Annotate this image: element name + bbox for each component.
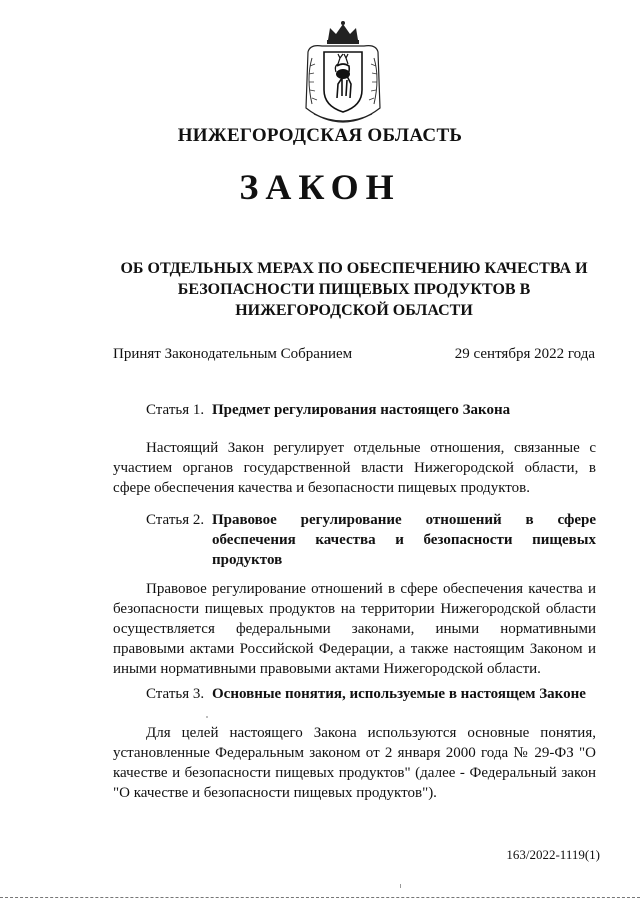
adoption-date: 29 сентября 2022 года (454, 346, 595, 362)
article-3-number: Статья 3. (146, 686, 205, 702)
article-3-heading (146, 684, 596, 704)
article-1-body: Настоящий Закон регулирует отдельные отношения, связанные с участием органов государственной власти Нижегородской области, в сфере обеспечения качества и безопасности пищевых продуктов. (113, 440, 596, 496)
article-2-number: Статья 2. (146, 512, 205, 528)
article-3-body: Для целей настоящего Закона используются основные понятия, установленные Федеральным законом от 2 января 2000 года № 29-ФЗ "О качестве и безопасности пищевых продуктов" (далее - Федеральный закон "О качестве и безопасности пищевых продуктов"). (113, 725, 596, 801)
adoption-text: Принят Законодательным Собранием (113, 346, 353, 362)
article-2-title: Правовое регулирование отношений в сфере обеспечения качества и безопасности пищевых продуктов (212, 512, 596, 568)
scan-mark (400, 884, 401, 888)
registration-code: 163/2022-1119(1) (506, 847, 600, 862)
article-1-heading (146, 400, 596, 420)
coat-of-arms-emblem (300, 18, 386, 126)
scan-speck (206, 716, 208, 718)
article-2-heading (146, 510, 596, 570)
article-1-title: Предмет регулирования настоящего Закона (212, 402, 511, 418)
document-type-title: ЗАКОН (239, 167, 401, 207)
article-2-body: Правовое регулирование отношений в сфере обеспечения качества и безопасности пищевых продуктов на территории Нижегородской области осуществляется федеральными законами, иными нормативными правовыми актами Российской Федерации, а также настоящим Законом и иными нормативными правовыми актами Нижегородской области. (113, 581, 596, 677)
article-3-title: Основные понятия, используемые в настоящем Законе (212, 686, 586, 702)
law-title: ОБ ОТДЕЛЬНЫХ МЕРАХ ПО ОБЕСПЕЧЕНИЮ КАЧЕСТВА И БЕЗОПАСНОСТИ ПИЩЕВЫХ ПРОДУКТОВ В НИЖЕГОРОДСКОЙ ОБЛАСТИ (120, 260, 588, 319)
adoption-line (113, 346, 595, 363)
page-bottom-edge (0, 897, 640, 898)
article-1-number: Статья 1. (146, 402, 205, 418)
region-name: НИЖЕГОРОДСКАЯ ОБЛАСТЬ (177, 125, 463, 146)
